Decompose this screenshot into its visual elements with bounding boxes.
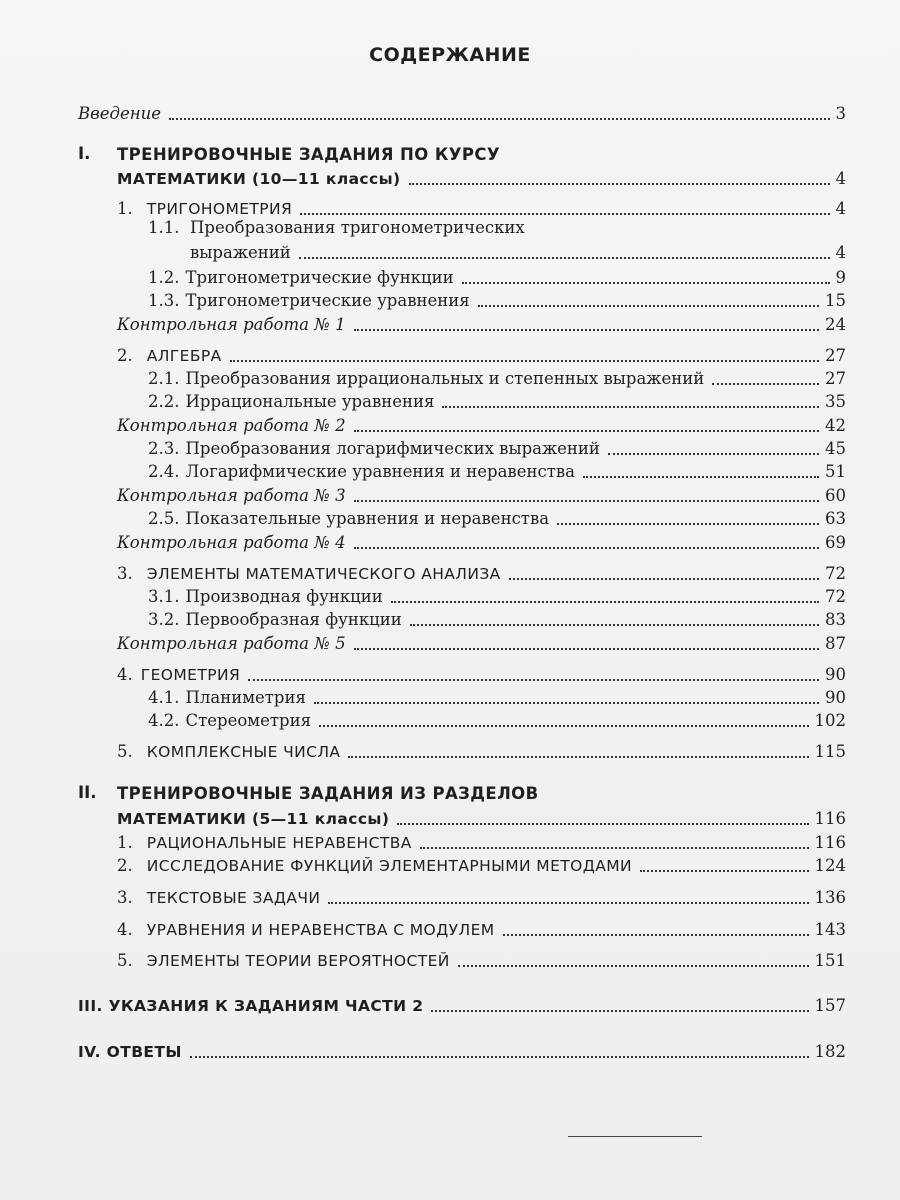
toc-label-line: Преобразования тригонометрических (190, 218, 525, 237)
toc-number: 3.2. (148, 610, 180, 629)
toc-label: Логарифмические уравнения и неравенства (185, 462, 575, 481)
toc-number: 1.3. (148, 291, 180, 310)
leader-dots (557, 522, 819, 525)
toc-page-number: 3 (835, 104, 846, 123)
leader-dots (608, 452, 819, 455)
toc-label: ИССЛЕДОВАНИЕ ФУНКЦИЙ ЭЛЕМЕНТАРНЫМИ МЕТОДАМИ (146, 857, 633, 875)
toc-page-number: 83 (825, 610, 846, 629)
leader-dots (420, 846, 809, 849)
toc-label: Контрольная работа № 1 (117, 315, 346, 334)
toc-entry-subsection (148, 459, 846, 483)
leader-dots (442, 405, 819, 408)
leader-dots (230, 359, 819, 362)
toc-page-number: 4 (835, 169, 846, 188)
toc-label: Преобразования иррациональных и степенных выражений (185, 369, 705, 388)
toc-entry-chapter (117, 830, 846, 854)
leader-dots (300, 212, 829, 215)
toc-label: Тригонометрические функции (185, 268, 454, 287)
toc-label: Контрольная работа № 3 (117, 486, 346, 505)
toc-label: Первообразная функции (185, 610, 402, 629)
toc-page-number: 72 (825, 564, 846, 583)
toc-number: 3. (117, 564, 133, 583)
leader-dots (354, 647, 819, 650)
toc-entry-chapter (117, 948, 846, 972)
toc-entry-chapter (117, 739, 846, 763)
toc-label: IV. ОТВЕТЫ (78, 1043, 182, 1061)
toc-entry-chapter (117, 853, 846, 877)
toc-page-number: 116 (814, 833, 846, 852)
section-roman-numeral: I. (78, 144, 91, 163)
leader-dots (354, 499, 819, 502)
toc-page-number: 69 (825, 533, 846, 552)
toc-page-number: 143 (814, 920, 846, 939)
toc-page-number: 136 (814, 888, 846, 907)
toc-entry-test (117, 483, 846, 507)
leader-dots (391, 600, 819, 603)
toc-number: 2. (117, 856, 133, 875)
toc-label: Показательные уравнения и неравенства (185, 509, 550, 528)
toc-number: 2.3. (148, 439, 180, 458)
leader-dots (299, 256, 830, 259)
toc-label: МАТЕМАТИКИ (5—11 классы) (117, 810, 390, 828)
toc-page-number: 27 (825, 346, 846, 365)
toc-entry-subsection (190, 240, 846, 264)
toc-entry-subsection (148, 685, 846, 709)
toc-number: 2.4. (148, 462, 180, 481)
toc-label: Планиметрия (185, 688, 306, 707)
toc-label: ТЕКСТОВЫЕ ЗАДАЧИ (146, 889, 321, 907)
leader-dots (354, 429, 819, 432)
leader-dots (712, 382, 819, 385)
toc-page-number: 157 (814, 996, 846, 1015)
footer-rule (568, 1136, 702, 1137)
leader-dots (458, 964, 809, 967)
toc-page-number: 42 (825, 416, 846, 435)
toc-entry-subsection (148, 607, 846, 631)
toc-label: III. УКАЗАНИЯ К ЗАДАНИЯМ ЧАСТИ 2 (78, 997, 424, 1015)
leader-dots (583, 475, 819, 478)
toc-label: РАЦИОНАЛЬНЫЕ НЕРАВЕНСТВА (146, 834, 412, 852)
toc-number: 5. (117, 742, 133, 761)
toc-label: Контрольная работа № 5 (117, 634, 346, 653)
toc-number: 1.1. (148, 218, 180, 237)
toc-number: 4. (117, 920, 133, 939)
toc-number: 1. (117, 833, 133, 852)
toc-entry-subsection (148, 436, 846, 460)
leader-dots (169, 117, 830, 120)
leader-dots (319, 724, 809, 727)
leader-dots (478, 304, 819, 307)
toc-entry-subsection (148, 584, 846, 608)
toc-entry-chapter (117, 885, 846, 909)
toc-entry-section-4 (78, 1039, 846, 1063)
toc-number: 2.2. (148, 392, 180, 411)
toc-number: 3. (117, 888, 133, 907)
toc-number: 2. (117, 346, 133, 365)
leader-dots (348, 755, 808, 758)
toc-number: 1.2. (148, 268, 180, 287)
toc-entry-subsection (148, 265, 846, 289)
toc-label: Тригонометрические уравнения (185, 291, 470, 310)
toc-page-number: 15 (825, 291, 846, 310)
leader-dots (248, 678, 819, 681)
toc-number: 2.1. (148, 369, 180, 388)
toc-entry-test (117, 413, 846, 437)
toc-label: Преобразования логарифмических выражений (185, 439, 600, 458)
toc-entry-chapter (117, 917, 846, 941)
leader-dots (190, 1055, 809, 1058)
toc-label: Контрольная работа № 2 (117, 416, 346, 435)
page-title: СОДЕРЖАНИЕ (369, 44, 531, 66)
toc-label: Производная функции (185, 587, 383, 606)
leader-dots (328, 901, 808, 904)
toc-label: ЭЛЕМЕНТЫ МАТЕМАТИЧЕСКОГО АНАЛИЗА (146, 565, 501, 583)
toc-page-number: 45 (825, 439, 846, 458)
toc-label: КОМПЛЕКСНЫЕ ЧИСЛА (146, 743, 341, 761)
toc-label: Стереометрия (185, 711, 311, 730)
toc-page-number: 182 (814, 1042, 846, 1061)
toc-number: 3.1. (148, 587, 180, 606)
toc-label: ЭЛЕМЕНТЫ ТЕОРИИ ВЕРОЯТНОСТЕЙ (146, 952, 450, 970)
toc-entry-chapter (117, 561, 846, 585)
section-title-line: ТРЕНИРОВОЧНЫЕ ЗАДАНИЯ ИЗ РАЗДЕЛОВ (117, 784, 539, 803)
toc-entry-subsection (148, 366, 846, 390)
leader-dots (314, 701, 819, 704)
toc-entry-subsection (148, 288, 846, 312)
toc-number: 4.1. (148, 688, 180, 707)
leader-dots (462, 281, 830, 284)
section-roman-numeral: II. (78, 783, 97, 802)
toc-label: Контрольная работа № 4 (117, 533, 346, 552)
toc-entry-chapter (117, 343, 846, 367)
toc-page-number: 24 (825, 315, 846, 334)
toc-entry-section-3 (78, 993, 846, 1017)
toc-label: выражений (190, 243, 291, 262)
toc-entry-test (117, 530, 846, 554)
toc-label: ТРИГОНОМЕТРИЯ (146, 200, 293, 218)
leader-dots (409, 182, 830, 185)
toc-number: 4.2. (148, 711, 180, 730)
toc-label: АЛГЕБРА (146, 347, 222, 365)
toc-page-number: 90 (825, 665, 846, 684)
leader-dots (640, 869, 808, 872)
toc-entry-test (117, 631, 846, 655)
toc-page-number: 27 (825, 369, 846, 388)
leader-dots (509, 577, 819, 580)
leader-dots (431, 1009, 808, 1012)
section-title-line: ТРЕНИРОВОЧНЫЕ ЗАДАНИЯ ПО КУРСУ (117, 145, 500, 164)
toc-entry-subsection (148, 389, 846, 413)
toc-label: ГЕОМЕТРИЯ (140, 666, 241, 684)
toc-page-number: 90 (825, 688, 846, 707)
toc-number: 5. (117, 951, 133, 970)
leader-dots (410, 623, 819, 626)
toc-page-number: 60 (825, 486, 846, 505)
toc-page-number: 9 (835, 268, 846, 287)
toc-entry-section-2 (117, 806, 846, 830)
toc-page-number: 102 (814, 711, 846, 730)
toc-label: Введение (78, 104, 161, 123)
toc-page-number: 51 (825, 462, 846, 481)
toc-label: УРАВНЕНИЯ И НЕРАВЕНСТВА С МОДУЛЕМ (146, 921, 495, 939)
toc-entry-subsection (148, 506, 846, 530)
toc-page-number: 35 (825, 392, 846, 411)
toc-number: 1. (117, 199, 133, 218)
toc-number: 2.5. (148, 509, 180, 528)
toc-entry-test (117, 312, 846, 336)
toc-entry-section-1 (117, 166, 846, 190)
leader-dots (354, 328, 819, 331)
toc-entry-intro (78, 101, 846, 125)
toc-page-number: 4 (835, 243, 846, 262)
toc-label: Иррациональные уравнения (185, 392, 435, 411)
leader-dots (354, 546, 819, 549)
toc-page-number: 124 (814, 856, 846, 875)
toc-page-number: 87 (825, 634, 846, 653)
toc-label: МАТЕМАТИКИ (10—11 классы) (117, 170, 401, 188)
toc-number: 4. (117, 665, 133, 684)
toc-page-number: 72 (825, 587, 846, 606)
toc-entry-chapter (117, 662, 846, 686)
leader-dots (503, 933, 809, 936)
toc-page-number: 151 (814, 951, 846, 970)
toc-page-number: 63 (825, 509, 846, 528)
toc-entry-subsection (148, 708, 846, 732)
toc-page-number: 115 (814, 742, 846, 761)
toc-page-number: 116 (814, 809, 846, 828)
leader-dots (397, 822, 808, 825)
toc-page-number: 4 (835, 199, 846, 218)
